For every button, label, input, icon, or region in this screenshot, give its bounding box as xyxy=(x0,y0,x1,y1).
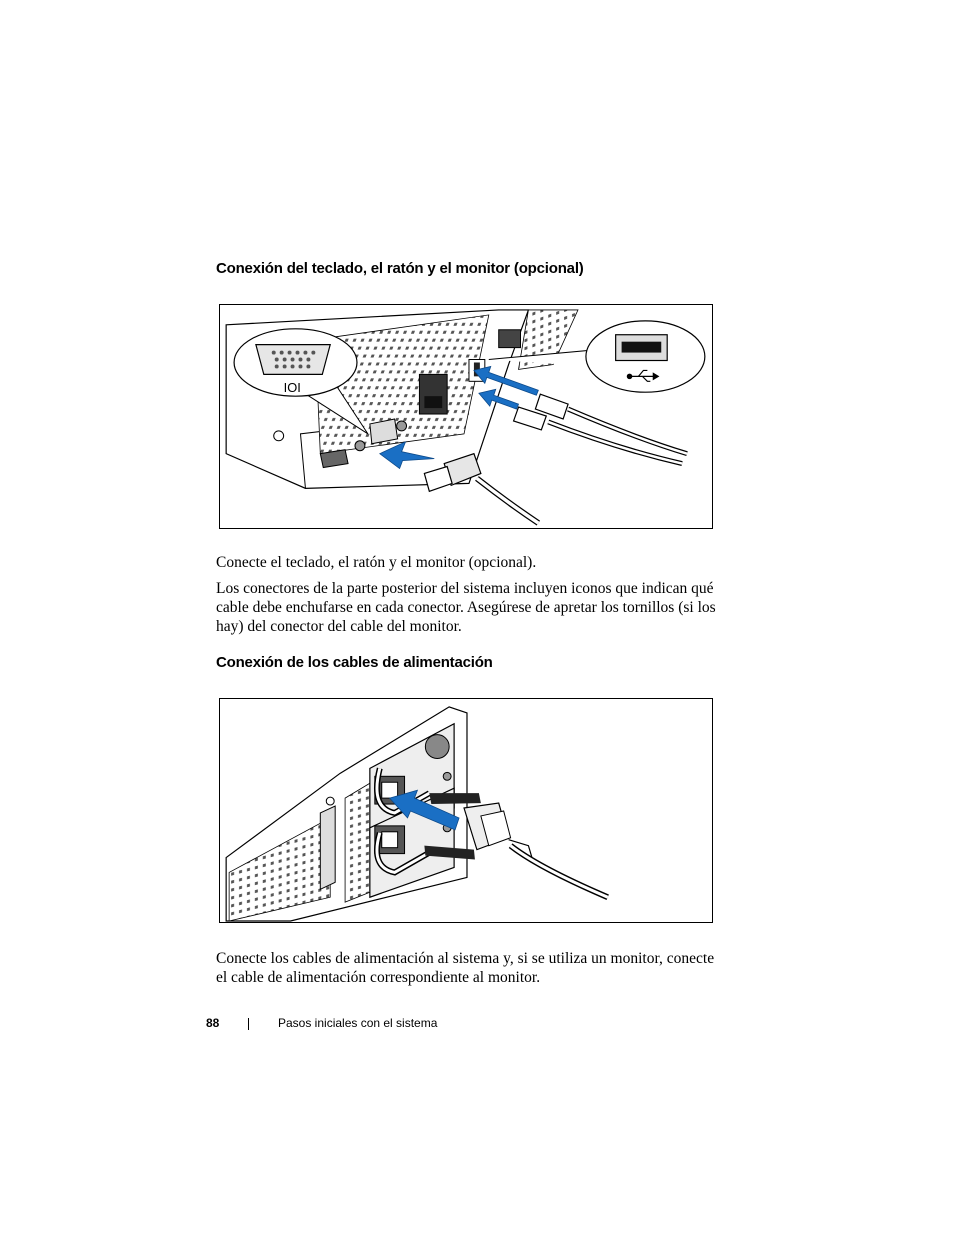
illustration-power-supplies xyxy=(220,699,712,922)
section-heading-keyboard-mouse-monitor: Conexión del teclado, el ratón y el monitor (opcional) xyxy=(216,260,584,277)
footer-separator xyxy=(248,1018,249,1030)
paragraph-connect-peripherals: Conecte el teclado, el ratón y el monitor (opcional). xyxy=(216,554,537,571)
illustration-rear-connectors xyxy=(220,305,712,528)
section-heading-power-cables: Conexión de los cables de alimentación xyxy=(216,654,493,671)
vga-port-label: IOI xyxy=(283,380,301,396)
paragraph-connector-icons: Los conectores de la parte posterior del sistema incluyen iconos que indican qué cable debe enchufarse en cada conector. Asegúrese de apretar los tornillos (si los hay) del conector del cable del monitor. xyxy=(216,580,716,635)
figure-keyboard-mouse-monitor-connection xyxy=(219,304,713,529)
page-number: 88 xyxy=(206,1016,220,1030)
figure-power-cable-connection xyxy=(219,698,713,923)
footer-chapter-title: Pasos iniciales con el sistema xyxy=(278,1016,438,1030)
paragraph-connect-power-cables: Conecte los cables de alimentación al sistema y, si se utiliza un monitor, conecte el cable de alimentación correspondiente al monitor. xyxy=(216,950,715,986)
